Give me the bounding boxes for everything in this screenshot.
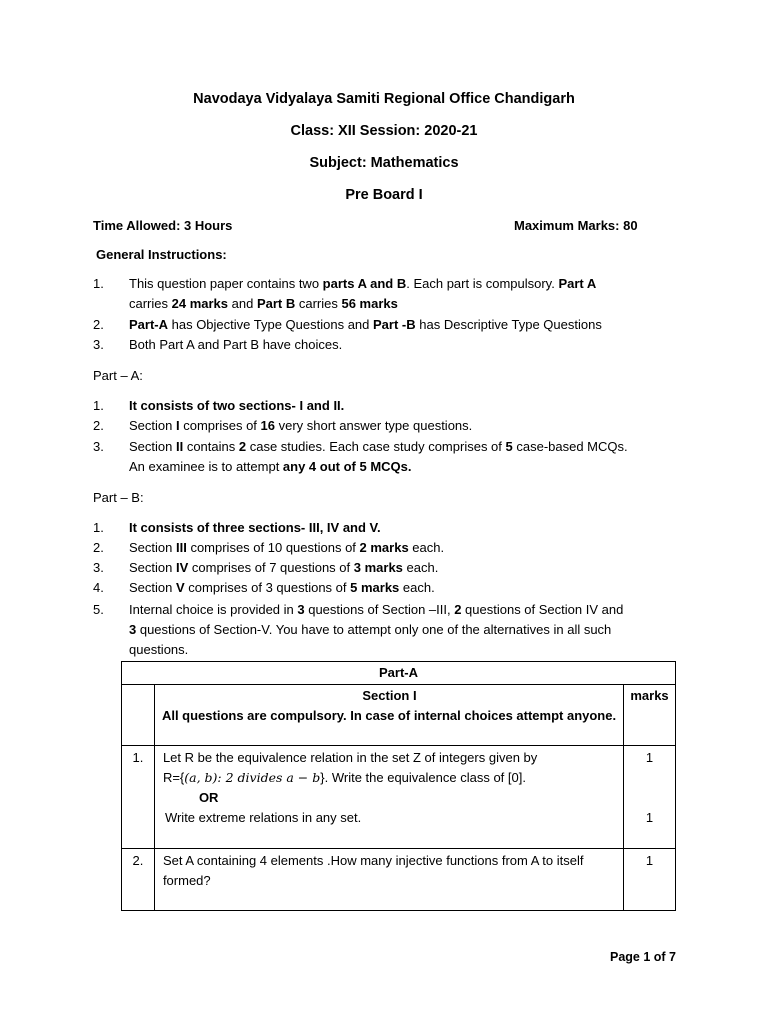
section-title: Section I: [362, 688, 417, 703]
part-a-heading: Part – A:: [93, 368, 143, 383]
office-heading: Navodaya Vidyalaya Samiti Regional Office Chandigarh: [193, 91, 575, 107]
class-session-heading: Class: XII Session: 2020-21: [290, 123, 478, 139]
exam-heading: Pre Board I: [345, 187, 423, 203]
question-number: 1.: [122, 746, 155, 849]
exam-page: Navodaya Vidyalaya Samiti Regional Office Chandigarh Class: XII Session: 2020-21 Subject: Mathematics Pre Board I Time Allowed: 3 Hours Maximum Marks: 80 General Instructions: 1. This question paper contains two parts A and B. Each part is compulsory. Part A carries 24 marks and Part B carries 56 marks 2. Part-A has Objective Type Questions and Part -B has Descriptive Type Questions 3. Both Part A and Part B have choices. Part – A: 1. It consists of two sections- I and II. 2. Section I comprises of 16 very short answer type questions. 3. Section II contains 2 case studies. Each case study comprises of 5 case-based MCQs. An examinee is to attempt any 4 out of 5 MCQs. Part – B: 1. It consists of three sections- III, IV and V. 2. Section III comprises of 10 questions of 2 marks each. 3. Section IV comprises of 7 questions of 3 marks each. 4. Section V comprises of 3 questions of 5 marks each. 5. Internal choice is provided in 3 questions of Section –III, 2 questions of Section IV and 3 questions of Section-V. You have to attempt only one of the alternatives in all such questions. Part-A Section I All questions are compulsory. In case of internal choices attempt anyone. marks 1. Let R be the equivalence relation in the set Z of integers given by R={(a, b): 2 divides a − b}. Write the equivalence class of [0]. OR Write extreme relations in any set. 1 1 2. Set A containing 4 elements .How many injective functions from A to itself formed? 1 Page 1 of 7: [0, 0, 768, 1024]
question-number: 2.: [122, 849, 155, 911]
question-marks: 1 1: [624, 746, 676, 849]
subject-heading: Subject: Mathematics: [309, 155, 459, 171]
table-row: [122, 746, 676, 849]
section-header-row: [122, 685, 676, 746]
part-a-title: Part-A: [122, 662, 676, 685]
or-separator: OR: [198, 790, 219, 805]
questions-table: [121, 661, 676, 911]
question-text: Set A containing 4 elements .How many injective functions from A to itself formed?: [154, 849, 623, 911]
question-marks: 1: [624, 849, 676, 911]
section-note: All questions are compulsory. In case of internal choices attempt anyone.: [161, 708, 617, 723]
question-text: Let R be the equivalence relation in the set Z of integers given by R={(a, b): 2 divides a − b}. Write the equivalence class of [0]. OR Write extreme relations in any set.: [154, 746, 623, 849]
page-number: Page 1 of 7: [609, 950, 676, 964]
table-row: [122, 849, 676, 911]
empty-num-cell: [122, 685, 155, 746]
marks-header: marks: [624, 685, 676, 746]
part-title-row: [122, 662, 676, 685]
part-b-heading: Part – B:: [93, 490, 144, 505]
maximum-marks: Maximum Marks: 80: [514, 218, 638, 233]
general-instructions-heading: General Instructions:: [96, 247, 227, 262]
time-allowed: Time Allowed: 3 Hours: [93, 218, 233, 233]
